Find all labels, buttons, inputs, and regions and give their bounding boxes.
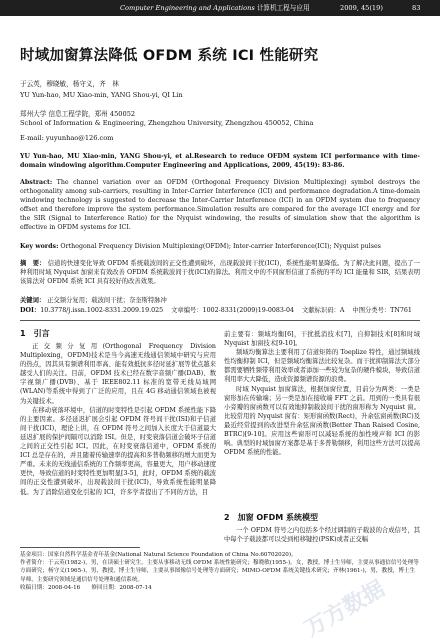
right-column bbox=[224, 330, 420, 457]
abstract-cn bbox=[20, 259, 420, 286]
left-column bbox=[20, 342, 216, 497]
affiliation-en: School of Information & Engineering, Zhengzhou University, Zhengzhou 450052, China bbox=[20, 119, 314, 127]
section-1-heading: 1 引言 bbox=[20, 329, 50, 338]
section-2-text bbox=[224, 526, 420, 544]
abstract-cn-label: 摘 要： bbox=[20, 260, 46, 267]
clc-number: 中图分类号：TN761 bbox=[352, 307, 412, 314]
header-divider bbox=[20, 320, 420, 321]
left-paragraph: 在移动衰落环境中，信道的时变特性是引起 OFDM 系统性能下降的主要因素。多径延迟扩展会引起 OFDM 符号间干扰(ISI)和子信道间干扰(ICI)，理论上讲，在 OFDM 符号之间加入长度大于信道最大延迟扩展的保护间隔可以消除 ISI。但是，时变衰落信道会破坏子信道之间的正交性引起 ICI。因此，在时变衰落信道中，OFDM 系统的 ICI 总是存在的，并且随着传输速率的提高和多普勒频移的增大而更为严重。未来的无线通信系统的工作频率更高，容量更大，用户移动速度更快，导致信道的时变特性更加明显[3-5]，此时，OFDM 系统的载波间的正交性遭到破坏，出现载波间干扰(ICI)，导致系统性能明显降低。为了消除信道变化引起的 ICI，许多学者提出了不同的方法，目 bbox=[20, 406, 216, 496]
right-paragraph: 前主要有：频域均衡[6]，干扰抵消技术[7]，自抑制技术[8]和时域 Nyquist 加窗技术[9-10]。 bbox=[224, 331, 420, 348]
keywords-en-text: Orthogonal Frequency Division Multiplexing(OFDM); Inter-carrier Interference(ICI); Nyquist pulses bbox=[60, 243, 381, 250]
affiliation-cn: 郑州大学 信息工程学院，郑州 450052 bbox=[20, 110, 136, 118]
footnote-dates: 收稿日期：2008-04-16 修回日期：2008-07-14 bbox=[20, 584, 152, 591]
doi-line bbox=[20, 306, 420, 315]
section-2-heading: 2 加窗 OFDM 系统模型 bbox=[224, 513, 319, 522]
keywords-cn-text: 正交频分复用；载波间干扰；奈奎斯特脉冲 bbox=[47, 297, 167, 304]
left-paragraph: 正交频分复用(Orthogonal Frequency Division Multiplexing，OFDM)技术是当今高速无线通信领域中研究与应用的热点，因其具有频谱利用率高、能有效抵抗多径时延扩展等优点越来越受人们的关注。目前，OFDM 技术已经在数字音频广播(DAB)、数字视频广播(DVB)、基于 IEEE802.11 标准的宽带无线局域网(WLAN)等系统中得到了广泛的应用，且在 4G 移动通信领域也被视为关键技术。 bbox=[20, 343, 216, 405]
section-2-paragraph: 一个 OFDM 符号之内包括多个经过调制的子载波的合成信号，其中每个子载波都可以受到相移键控(PSK)或者正交幅 bbox=[224, 527, 420, 544]
running-header bbox=[0, 0, 440, 16]
document-code: 文献标识码：A bbox=[302, 307, 345, 314]
footnotes bbox=[20, 551, 420, 592]
keywords-en-label: Key words: bbox=[20, 243, 59, 250]
authors-cn: 于云英，穆晓敏，杨守义，齐 林 bbox=[20, 80, 119, 88]
watermark: 万方数据 bbox=[300, 576, 390, 643]
footnote-funding: 基金项目：国家自然科学基金青年基金(National Natural Science Foundation of China No.60702020)。 bbox=[20, 552, 297, 558]
right-paragraph: 频域均衡算法主要利用了信道矩阵的 Toeplize 特性，通过频域线性均衡抑制 ICI，但是频域均衡算法比较复杂。而干扰抑制算法大部分都需要牺牲频带利用效率或者添加一些较为复杂的硬件模块，导致信道利用率大大降低，造成资源频谱资源的浪费。 bbox=[224, 349, 420, 384]
authors-en: YU Yun-hao, MU Xiao-min, YANG Shou-yi, QI Lin bbox=[20, 91, 183, 99]
page-number: 83 bbox=[412, 4, 421, 12]
citation: YU Yun-hao, MU Xiao-min, YANG Shou-yi, et al.Research to reduce OFDM system ICI performance with time-domain windowing algorithm.Computer Engineering and Applications, 2009, 45(19): 83-86. bbox=[20, 153, 420, 170]
abstract-cn-text: 信道的快速变化导致 OFDM 系统载波间的正交性遭到破坏，出现载波间干扰(ICI)，系统性能明显降低。为了解决此问题，提出了一种利用时域 Nyquist 加窗来有效改善 OFDM 系统载波间干扰(ICI)的算法。利用文中的不同窗形信道了系统的平均 ICI 能量和 SIR，结果表明该算法对 OFDM 系统 ICI 具有较好的改善效果。 bbox=[20, 260, 420, 286]
abstract-en bbox=[20, 178, 420, 233]
keywords-cn-label: 关键词： bbox=[20, 297, 46, 304]
abstract-en-label: Abstract: bbox=[20, 179, 53, 186]
doi-label: DOI： bbox=[20, 307, 41, 314]
journal-name: Computer Engineering and Applications 计算机工程与应用 bbox=[120, 4, 310, 12]
abstract-en-text: The channel variation over an OFDM (Orthogonal Frequency Division Multiplexing) symbol destroys the orthogonality among sub-carriers, resulting in Inter-Carrier Interference (ICI) and performance degradation.A time-domain windowing technology is suggested to decrease the Inter-Carrier Interference (ICI) in an OFDM system due to frequency offset and therefore improve the system performance.Simulation results are compared for the average ICI energy and for the SIR (Signal to Interference Ratio) for the Nyquist windowing, the results of simulation show that the algorithm is effective in OFDM systems for ICI. bbox=[20, 179, 420, 232]
footnote-divider bbox=[20, 547, 140, 548]
right-paragraph: 时域 Nyquist 加窗算法，根据加窗位置，目前分为两类：一类是窗形加在传输端；另一类是加在接收端 FFT 之前。用到的一类具有很小旁瓣的窗函数可以有效地抑制载波间干扰的窗形称为 Nyquist 窗。比较常用的 Nyquist 窗有：矩形窗函数(Rect)，升余弦窗函数(RC)及最近经常提到的改进型升余弦窗函数(Better Than Raised Cosine, BTRC)[9-10]。应用这些窗形可以减轻系统的加性噪声和 ICI 的影响。典型的时域加窗方案都是基于多普勒频移，利用这些方法可以提高 OFDM 系统的性能。 bbox=[224, 385, 420, 457]
article-number: 文章编号：1002-8331(2009)19-0083-04 bbox=[171, 307, 295, 314]
doi-value: 10.3778/j.issn.1002-8331.2009.19.025 bbox=[40, 307, 164, 314]
year-issue: 2009, 45(19) bbox=[340, 4, 383, 12]
keywords-en bbox=[20, 242, 420, 251]
keywords-cn bbox=[20, 296, 420, 305]
email: E-mail: yuyunhao@126.com bbox=[20, 134, 114, 142]
paper-title: 时域加窗算法降低 OFDM 系统 ICI 性能研究 bbox=[20, 48, 319, 64]
footnote-authors: 作者简介：于云英(1982-)，男，在读硕士研究生，主要从事移动无线 OFDM 系统性能研究；穆晓敏(1955-)，女，教授，博士生导师，主要从事通信信号处理等方面研究；杨守义(1965-)，男，教授，博士生导师，主要从事图像信号处理等方面研究；MIMO-OFDM 系统关键技术研究；齐林(1961-)，男，教授，博士生导师，主要研究领域是通信信号处理和通信系统。 bbox=[20, 560, 419, 583]
